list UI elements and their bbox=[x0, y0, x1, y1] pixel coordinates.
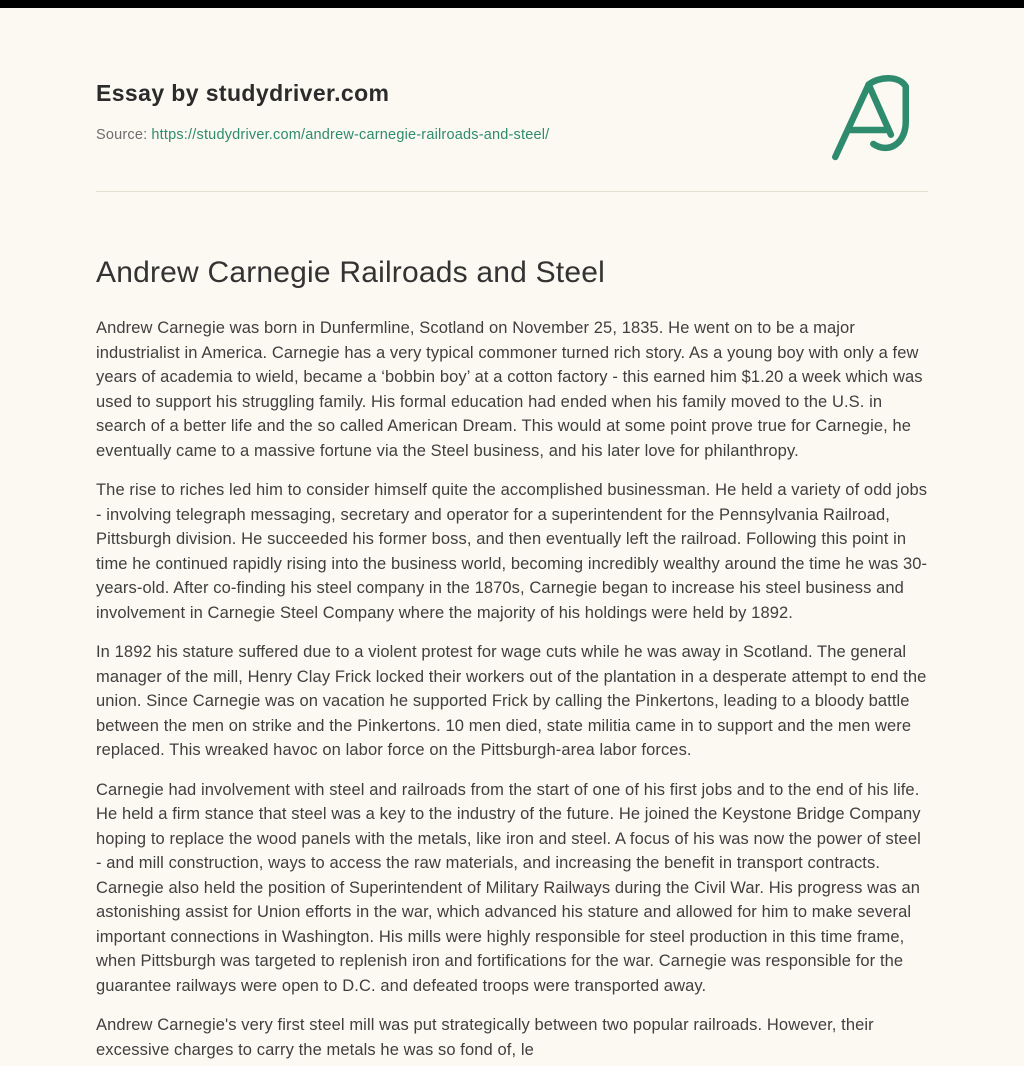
paragraph-1: Andrew Carnegie was born in Dunfermline, Scotland on November 25, 1835. He went on to be a major industrialist in America. Carnegie has a very typical commoner turned rich story. As a young boy with only a few years of academia to wield, became a ‘bobbin boy’ at a cotton factory - this earned him $1.20 a week which was used to support his struggling family. His formal education had ended when his family moved to the U.S. in search of a better life and the so called American Dream. This would at some point prove true for Carnegie, he eventually came to a massive fortune via the Steel business, and his later love for philanthropy. bbox=[96, 319, 923, 460]
header bbox=[96, 80, 928, 143]
source-label: Source: bbox=[96, 127, 148, 143]
studydriver-aj-logo-icon bbox=[826, 72, 928, 164]
page-title: Essay by studydriver.com bbox=[96, 80, 390, 106]
paragraph-3: In 1892 his stature suffered due to a violent protest for wage cuts while he was away in Scotland. The general manager of the mill, Henry Clay Frick locked their workers out of the plantation in a desperate attempt to end the union. Since Carnegie was on vacation he supported Frick by calling the Pinkertons, leading to a bloody battle between the men on strike and the Pinkertons. 10 men died, state militia came in to support and the men were replaced. This wreaked havoc on labor force on the Pittsburgh-area labor forces. bbox=[96, 643, 927, 759]
source-link[interactable]: https://studydriver.com/andrew-carnegie-railroads-and-steel/ bbox=[151, 127, 550, 143]
top-bar bbox=[0, 0, 1024, 8]
article-title: Andrew Carnegie Railroads and Steel bbox=[96, 256, 605, 289]
divider bbox=[96, 191, 928, 192]
source-line bbox=[96, 127, 928, 143]
paragraph-5: Andrew Carnegie's very first steel mill was put strategically between two popular railroads. However, their excessive charges to carry the metals he was so fond of, le bbox=[96, 1016, 874, 1059]
paragraph-4: Carnegie had involvement with steel and railroads from the start of one of his first jobs and to the end of his life. He held a firm stance that steel was a key to the industry of the future. He joined the Keystone Bridge Company hoping to replace the wood panels with the metals, like iron and steel. A focus of his was now the power of steel - and mill construction, ways to access the raw materials, and increasing the benefit in transport contracts. Carnegie also held the position of Superintendent of Military Railways during the Civil War. His progress was an astonishing assist for Union efforts in the war, which advanced his stature and allowed for him to make several important connections in Washington. His mills were highly responsible for steel production in this time frame, when Pittsburgh was targeted to replenish iron and fortifications for the war. Carnegie was responsible for the guarantee railways were open to D.C. and defeated troops were transported away. bbox=[96, 780, 921, 995]
page-container bbox=[96, 8, 928, 1062]
paragraph-2: The rise to riches led him to consider himself quite the accomplished businessman. He held a variety of odd jobs - involving telegraph messaging, secretary and operator for a superintendent for the Pennsylvania Railroad, Pittsburgh division. He succeeded his former boss, and then eventually left the railroad. Following this point in time he continued rapidly rising into the business world, becoming incredibly wealthy around the time he was 30-years-old. After co-finding his steel company in the 1870s, Carnegie began to increase his steel business and involvement in Carnegie Steel Company where the majority of his holdings were held by 1892. bbox=[96, 481, 928, 622]
article-body bbox=[96, 316, 928, 1062]
